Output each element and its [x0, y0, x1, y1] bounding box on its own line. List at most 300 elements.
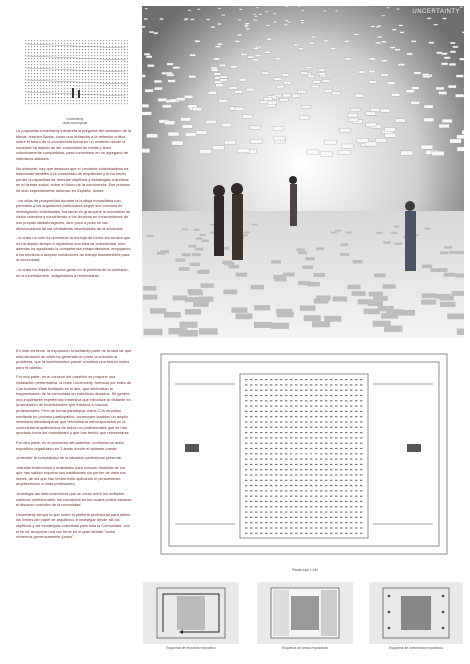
plan-cloud-cell — [260, 501, 262, 502]
floor-block — [199, 270, 210, 274]
floor-block — [224, 262, 234, 266]
intro-para-2: No obstante, hay que destacar que el creciente individualismo ha trastocado también a la comunidad de arquitectos y le ha hecho perder la capacidad de formular objetivos y estrategias colectivas en el debate social, sobre el futuro de la convivencia. Ese proceso ha sido especialmente doloroso en España, donde: — [16, 165, 131, 193]
plan-cloud-cell — [280, 395, 282, 396]
plan-cloud-cell — [325, 416, 327, 417]
floating-cv-sheet — [385, 128, 396, 132]
plan-cloud-cell — [350, 527, 352, 528]
plan-cloud-cell — [305, 464, 307, 465]
plan-cloud-cell — [350, 512, 352, 513]
floating-cv-sheet — [429, 42, 434, 44]
floating-cv-sheet — [368, 70, 375, 73]
plan-cloud-cell — [345, 512, 347, 513]
plan-cloud-cell — [250, 517, 252, 518]
plan-cloud-cell — [330, 490, 332, 491]
floating-cv-sheet — [298, 90, 306, 93]
floor-block — [188, 289, 202, 294]
plan-cloud-cell — [325, 427, 327, 428]
plan-cloud-cell — [335, 469, 337, 470]
plan-cloud-cell — [285, 437, 287, 438]
plan-cloud-cell — [255, 527, 257, 528]
floating-cv-sheet — [338, 150, 350, 154]
plan-cloud-cell — [355, 395, 357, 396]
floor-block — [358, 299, 373, 304]
plan-cloud-cell — [245, 512, 247, 513]
plan-cloud-cell — [350, 474, 352, 475]
plan-cloud-cell — [265, 400, 267, 401]
plan-cloud-cell — [355, 464, 357, 465]
plan-cloud-cell — [275, 448, 277, 449]
plan-cloud-cell — [300, 506, 302, 507]
plan-cloud-cell — [275, 522, 277, 523]
floating-cv-sheet — [265, 11, 268, 12]
floor-block — [383, 241, 391, 244]
plan-cloud-cell — [270, 506, 272, 507]
plan-cloud-cell — [280, 443, 282, 444]
plan-cloud-cell — [330, 527, 332, 528]
floating-cv-sheet — [311, 36, 316, 38]
plan-cloud-cell — [290, 533, 292, 534]
floor-block — [376, 232, 382, 234]
plan-cloud-cell — [360, 411, 362, 412]
plan-cloud-cell — [285, 421, 287, 422]
plan-cloud-cell — [355, 485, 357, 486]
floor-block — [373, 296, 388, 301]
plan-cloud-cell — [270, 400, 272, 401]
floor-block — [202, 239, 209, 242]
plan-cloud-cell — [290, 527, 292, 528]
plan-cloud-cell — [265, 496, 267, 497]
floating-cv-sheet — [168, 132, 179, 136]
floor-block — [192, 253, 201, 256]
plan-cloud-cell — [260, 453, 262, 454]
floating-cv-sheet — [414, 72, 421, 75]
plan-cloud-cell — [285, 527, 287, 528]
plan-cloud-cell — [290, 480, 292, 481]
plan-cloud-cell — [265, 527, 267, 528]
floor-block — [196, 237, 203, 239]
plan-cloud-cell — [260, 411, 262, 412]
plan-cloud-cell — [285, 464, 287, 465]
floating-cv-sheet — [253, 19, 257, 20]
plan-cloud-cell — [355, 448, 357, 449]
plan-cloud-cell — [360, 490, 362, 491]
floating-cv-sheet — [395, 49, 401, 51]
floating-cv-sheet — [142, 75, 146, 78]
plan-cloud-cell — [300, 384, 302, 385]
plan-cloud-cell — [265, 384, 267, 385]
plan-cloud-cell — [345, 395, 347, 396]
plan-cloud-cell — [315, 448, 317, 449]
plan-cloud-cell — [270, 411, 272, 412]
floating-cv-sheet — [301, 22, 305, 23]
floating-cv-sheet — [213, 146, 225, 150]
render-illustration — [142, 6, 464, 338]
plan-cloud-cell — [295, 406, 297, 407]
plan-cloud-cell — [245, 384, 247, 385]
plan-cloud-cell — [285, 406, 287, 407]
plan-cloud-cell — [300, 432, 302, 433]
plan-cloud-cell — [310, 501, 312, 502]
floor-block — [444, 246, 452, 249]
plan-cloud-cell — [350, 496, 352, 497]
plan-cloud-cell — [285, 512, 287, 513]
floating-cv-sheet — [366, 123, 376, 127]
plan-cloud-cell — [345, 490, 347, 491]
intro-para-4: - la crisis no solo ha reventado la burbuja de forma tan brusca que no ha dejado tiempo a replantear una idea de colectividad, sino además ha agudizado la competencia intraprofesional, empujando a los técnicos a aceptar condiciones de trabajo insostenibles para la comunidad; — [16, 235, 131, 263]
plan-cloud-cell — [245, 522, 247, 523]
floating-cv-sheet — [275, 58, 281, 60]
plan-cloud-cell — [360, 522, 362, 523]
plan-cloud-cell — [320, 480, 322, 481]
plan-cloud-cell — [275, 395, 277, 396]
plan-cloud-cell — [250, 485, 252, 486]
plan-cloud-cell — [285, 533, 287, 534]
plan-cloud-cell — [255, 400, 257, 401]
plan-cloud-cell — [265, 474, 267, 475]
plan-cloud-cell — [270, 469, 272, 470]
plan-cloud-cell — [315, 522, 317, 523]
floor-block — [332, 297, 347, 302]
floor-block — [231, 307, 247, 313]
plan-cloud-cell — [325, 517, 327, 518]
plan-cloud-cell — [355, 411, 357, 412]
plan-cloud-cell — [355, 517, 357, 518]
plan-cloud-cell — [255, 522, 257, 523]
floating-cv-sheet — [318, 73, 325, 76]
plan-cloud-cell — [325, 512, 327, 513]
floor-block — [449, 251, 458, 254]
plan-cloud-cell — [270, 533, 272, 534]
plan-cloud-cell — [330, 379, 332, 380]
plan-cloud-cell — [350, 506, 352, 507]
floor-block — [439, 296, 454, 301]
plan-cloud-cell — [345, 453, 347, 454]
plan-cloud-cell — [250, 406, 252, 407]
floating-cv-sheet — [241, 53, 247, 55]
floating-cv-sheet — [221, 123, 232, 127]
floor-block — [304, 315, 321, 321]
plan-cloud-cell — [335, 411, 337, 412]
floating-cv-sheet — [282, 74, 289, 77]
plan-cloud-cell — [285, 469, 287, 470]
floating-cv-sheet — [377, 36, 382, 38]
plan-cloud-cell — [355, 506, 357, 507]
floating-cv-sheet — [375, 42, 380, 44]
floating-cv-sheet — [224, 140, 236, 144]
proposal-text — [16, 348, 132, 544]
plan-cloud-cell — [340, 448, 342, 449]
plan-cloud-cell — [360, 527, 362, 528]
plan-cloud-cell — [360, 421, 362, 422]
plan-cloud-cell — [265, 416, 267, 417]
floor-block — [383, 284, 396, 289]
plan-cloud-cell — [275, 533, 277, 534]
plan-cloud-cell — [275, 490, 277, 491]
floating-cv-sheet — [283, 94, 292, 97]
plan-cloud-cell — [355, 421, 357, 422]
plan-cloud-cell — [315, 464, 317, 465]
plan-cloud-cell — [265, 453, 267, 454]
plan-cloud-cell — [330, 517, 332, 518]
diagram-contents — [369, 582, 463, 644]
plan-cloud-cell — [330, 448, 332, 449]
plan-cloud-cell — [340, 501, 342, 502]
plan-cloud-cell — [300, 406, 302, 407]
floating-cv-sheet — [181, 118, 191, 122]
plan-cloud-cell — [340, 406, 342, 407]
plan-cloud-cell — [350, 464, 352, 465]
floor-block — [194, 229, 200, 231]
plan-cloud-cell — [340, 512, 342, 513]
floating-cv-sheet — [185, 18, 189, 19]
floating-cv-sheet — [142, 112, 152, 116]
plan-cloud-cell — [265, 437, 267, 438]
plan-cloud-cell — [245, 427, 247, 428]
plan-cloud-cell — [305, 490, 307, 491]
floating-cv-sheet — [158, 98, 167, 101]
plan-cloud-cell — [315, 432, 317, 433]
plan-cloud-cell — [325, 490, 327, 491]
plan-cloud-cell — [325, 395, 327, 396]
plan-cloud-cell — [320, 411, 322, 412]
floor-block — [252, 224, 257, 226]
plan-cloud-cell — [355, 416, 357, 417]
plan-cloud-cell — [245, 496, 247, 497]
plan-cloud-cell — [305, 469, 307, 470]
plan-cloud-cell — [280, 416, 282, 417]
plan-cloud-cell — [350, 390, 352, 391]
plan-cloud-cell — [265, 421, 267, 422]
plan-cloud-cell — [345, 411, 347, 412]
floating-cv-sheet — [455, 94, 464, 97]
floating-cv-sheet — [185, 133, 196, 137]
plan-cloud-cell — [305, 384, 307, 385]
floating-cv-sheet — [311, 85, 319, 88]
plan-cloud-cell — [315, 427, 317, 428]
plan-cloud-cell — [270, 490, 272, 491]
plan-cloud-cell — [320, 464, 322, 465]
plan-cloud-cell — [310, 443, 312, 444]
plan-cloud-cell — [345, 384, 347, 385]
plan-cloud-cell — [255, 395, 257, 396]
floor-block — [199, 297, 214, 302]
plan-cloud-cell — [305, 533, 307, 534]
plan-cloud-cell — [355, 527, 357, 528]
floating-cv-sheet — [411, 87, 419, 90]
contents-diagram-drawing — [369, 582, 463, 644]
floating-cv-sheet — [439, 92, 447, 95]
floating-cv-sheet — [381, 41, 386, 43]
plan-cloud-cell — [335, 480, 337, 481]
floating-cv-sheet — [432, 151, 444, 155]
plan-cloud-cell — [265, 390, 267, 391]
floor-block — [201, 283, 214, 288]
floor-block — [369, 292, 383, 297]
plan-cloud-cell — [360, 501, 362, 502]
floating-cv-sheet — [146, 56, 152, 58]
plan-cloud-cell — [265, 501, 267, 502]
floor-block — [147, 235, 154, 237]
plan-cloud-cell — [345, 443, 347, 444]
plan-cloud-cell — [245, 443, 247, 444]
plan-cloud-cell — [265, 533, 267, 534]
floating-cv-sheet — [351, 108, 361, 111]
plan-cloud-cell — [345, 527, 347, 528]
plan-cloud-cell — [270, 501, 272, 502]
plan-cloud-cell — [315, 459, 317, 460]
plan-cloud-cell — [300, 427, 302, 428]
floor-block — [199, 234, 206, 236]
floating-cv-sheet — [460, 7, 463, 8]
plan-cloud-cell — [315, 416, 317, 417]
plan-cloud-cell — [305, 432, 307, 433]
plan-cloud-cell — [315, 517, 317, 518]
plan-cloud-cell — [300, 485, 302, 486]
floor-block — [340, 253, 349, 256]
floating-cv-sheet — [211, 67, 218, 69]
plan-cloud-cell — [305, 485, 307, 486]
plan-cloud-cell — [260, 416, 262, 417]
floating-cv-sheet — [154, 87, 162, 90]
plan-cloud-cell — [325, 533, 327, 534]
plan-cloud-cell — [280, 432, 282, 433]
plan-cloud-cell — [340, 517, 342, 518]
floating-cv-sheet — [287, 22, 291, 23]
plan-cloud-cell — [280, 512, 282, 513]
intro-para-5: - la crisis ha dejado a mucha gente en la periferia de la profesión, en la incertidumbre, obligándoles a reinventarse. — [16, 267, 129, 278]
plan-cloud-cell — [330, 522, 332, 523]
plan-cloud-cell — [275, 421, 277, 422]
plan-cloud-cell — [245, 453, 247, 454]
floating-cv-sheet — [396, 9, 399, 10]
plan-cloud-cell — [255, 459, 257, 460]
plan-cloud-cell — [255, 474, 257, 475]
plan-cloud-cell — [280, 469, 282, 470]
floating-cv-sheet — [341, 144, 353, 148]
floating-cv-sheet — [253, 14, 256, 15]
plan-cloud-cell — [310, 400, 312, 401]
floating-cv-sheet — [300, 20, 304, 21]
plan-cloud-cell — [345, 421, 347, 422]
floating-cv-sheet — [345, 58, 351, 60]
plan-cloud-cell — [250, 411, 252, 412]
plan-cloud-cell — [320, 512, 322, 513]
plan-cloud-cell — [290, 437, 292, 438]
plan-cloud-cell — [280, 427, 282, 428]
floating-cv-sheet — [145, 8, 148, 9]
plan-cloud-cell — [315, 501, 317, 502]
plan-cloud-cell — [330, 474, 332, 475]
plan-cloud-cell — [315, 527, 317, 528]
plan-cloud-cell — [265, 469, 267, 470]
floor-block — [331, 231, 337, 233]
plan-cloud-cell — [250, 469, 252, 470]
floating-cv-sheet — [235, 90, 243, 93]
plan-cloud-cell — [325, 501, 327, 502]
plan-cloud-cell — [360, 390, 362, 391]
plan-cloud-cell — [270, 416, 272, 417]
plan-cloud-cell — [285, 448, 287, 449]
plan-cloud-cell — [255, 490, 257, 491]
plan-cloud-cell — [325, 421, 327, 422]
plan-cloud-cell — [340, 379, 342, 380]
plan-cloud-cell — [250, 453, 252, 454]
plan-cloud-cell — [250, 474, 252, 475]
plan-cloud-cell — [335, 448, 337, 449]
plan-cloud-cell — [330, 480, 332, 481]
plan-cloud-cell — [345, 496, 347, 497]
plan-cloud-cell — [345, 400, 347, 401]
plan-cloud-cell — [325, 411, 327, 412]
plan-cloud-cell — [355, 384, 357, 385]
plan-cloud-cell — [295, 474, 297, 475]
plan-cloud-cell — [300, 421, 302, 422]
floating-cv-sheet — [219, 64, 226, 66]
plan-cloud-cell — [300, 490, 302, 491]
plan-cloud-cell — [275, 390, 277, 391]
plan-cloud-cell — [360, 443, 362, 444]
floating-cv-sheet — [182, 125, 193, 129]
floor-block — [298, 281, 311, 285]
floating-cv-sheet — [162, 105, 171, 108]
plan-cloud-cell — [295, 384, 297, 385]
plan-cloud-cell — [245, 459, 247, 460]
plan-cloud-cell — [340, 459, 342, 460]
floating-cv-sheet — [207, 19, 211, 20]
plan-cloud-cell — [335, 517, 337, 518]
plan-cloud-cell — [245, 517, 247, 518]
plan-cloud-cell — [335, 459, 337, 460]
plan-cloud-cell — [265, 411, 267, 412]
plan-cloud-cell — [335, 395, 337, 396]
plan-cloud-cell — [315, 512, 317, 513]
plan-cloud-cell — [315, 411, 317, 412]
floor-block — [312, 321, 330, 327]
floor-block — [251, 285, 264, 290]
plan-cloud-cell — [315, 400, 317, 401]
plan-cloud-cell — [270, 437, 272, 438]
plan-cloud-cell — [360, 485, 362, 486]
floor-block — [277, 312, 294, 318]
plan-cloud-cell — [340, 443, 342, 444]
plan-cloud-cell — [255, 427, 257, 428]
plan-cloud-cell — [315, 480, 317, 481]
plan-cloud-cell — [250, 443, 252, 444]
plan-cloud-cell — [335, 533, 337, 534]
plan-cloud-cell — [290, 427, 292, 428]
plan-cloud-cell — [280, 390, 282, 391]
plan-cloud-cell — [310, 517, 312, 518]
plan-cloud-cell — [350, 384, 352, 385]
floating-cv-sheet — [276, 85, 284, 88]
plan-cloud-cell — [305, 501, 307, 502]
plan-cloud-cell — [350, 416, 352, 417]
plan-cloud-cell — [250, 448, 252, 449]
plan-cloud-cell — [260, 379, 262, 380]
plan-cloud-cell — [265, 406, 267, 407]
plan-cloud-cell — [270, 517, 272, 518]
floating-cv-sheet — [215, 46, 220, 48]
floor-block — [316, 295, 331, 300]
plan-cloud-cell — [350, 443, 352, 444]
plan-cloud-cell — [270, 496, 272, 497]
plan-cloud-cell — [270, 443, 272, 444]
plan-cloud-cell — [335, 406, 337, 407]
floating-cv-sheet — [286, 6, 289, 7]
areas-diagram-drawing — [257, 582, 353, 644]
plan-cloud-cell — [305, 522, 307, 523]
plan-cloud-cell — [280, 474, 282, 475]
